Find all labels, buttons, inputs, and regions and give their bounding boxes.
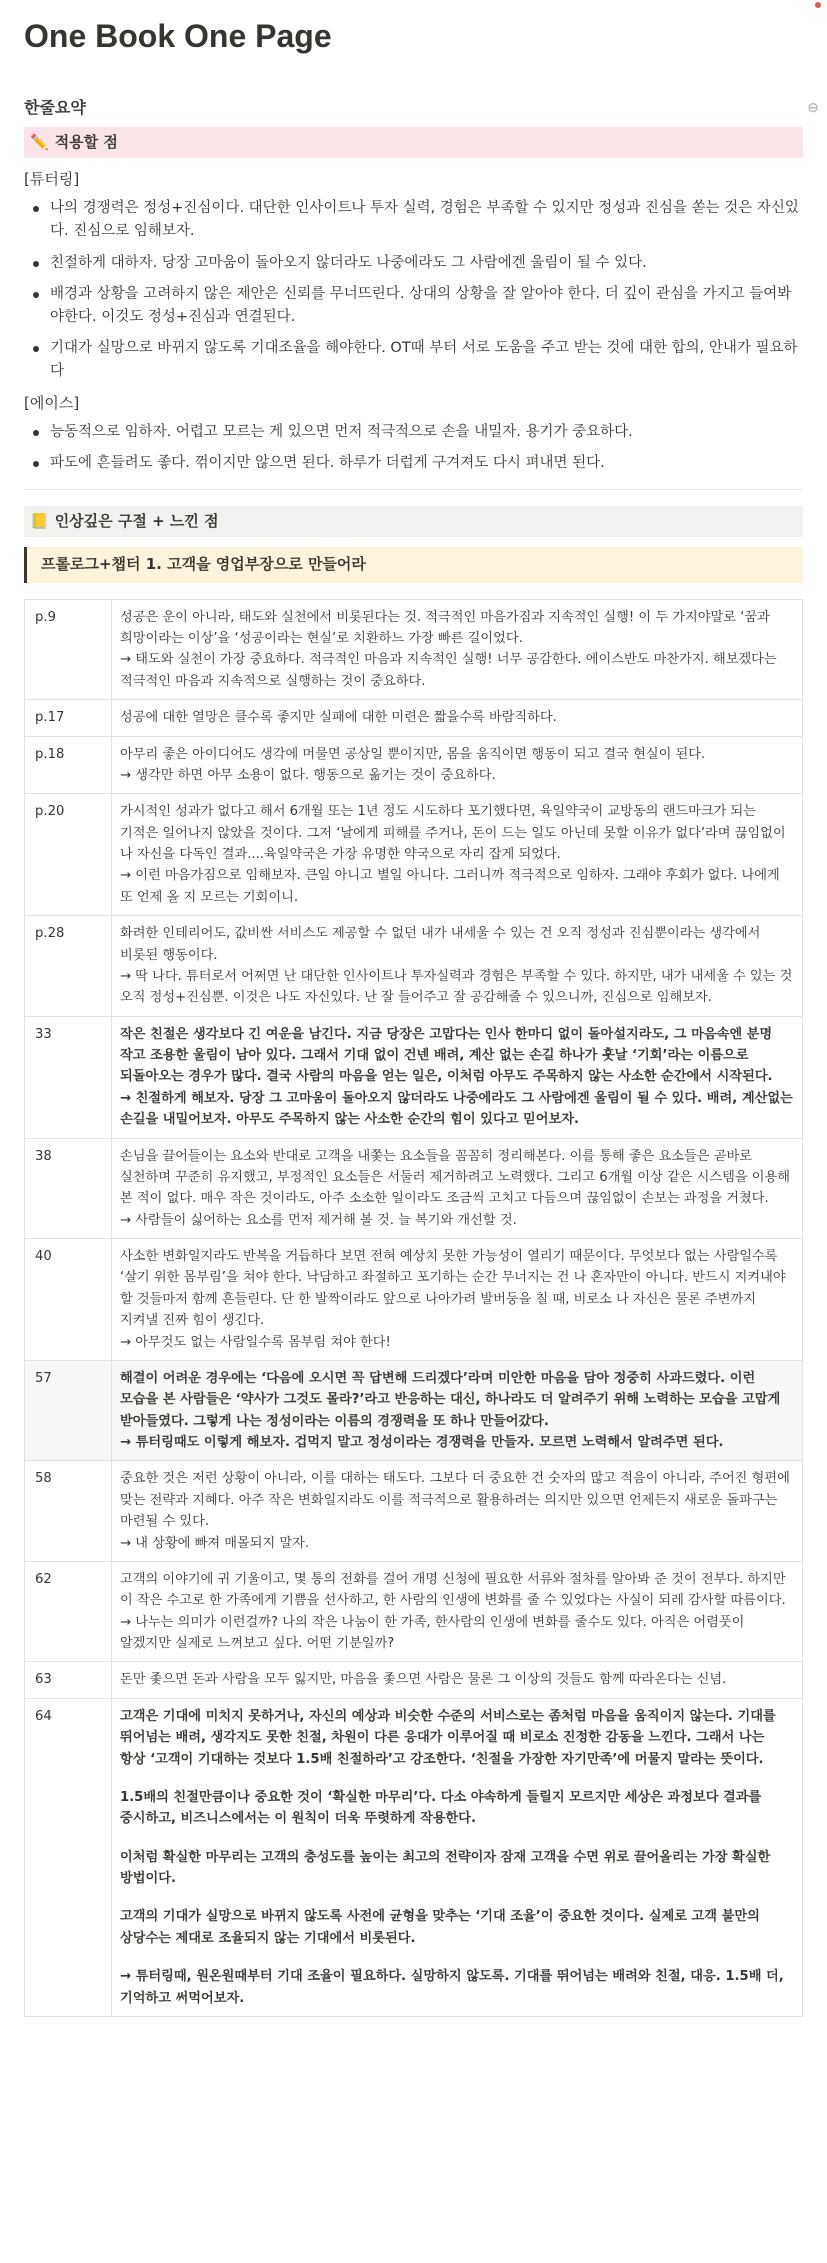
page-number-cell: 64 bbox=[25, 1698, 112, 2016]
page-number-cell: 40 bbox=[25, 1239, 112, 1361]
table-row bbox=[25, 1662, 803, 1698]
quote-cell bbox=[112, 599, 803, 700]
page-number-cell: p.17 bbox=[25, 700, 112, 736]
quote-paragraph: 고객의 이야기에 귀 기울이고, 몇 통의 전화를 걸어 개명 신청에 필요한 서류와 절차를 알아봐 준 것이 전부다. 하지만 이 작은 수고로 한 가족에게 기쁨을 선사하고, 한 사람의 인생에 변화를 줄 수 있었다는 사실이 되레 감사할 따름이다. → 나누는 의미가 이런걸까? 나의 작은 나눔이 한 가족, 한사람의 인생에 변화를 줄수도 있다. 아직은 어렴풋이 알겠지만 실제로 느껴보고 싶다. 어떤 기분일까? bbox=[120, 1571, 786, 1652]
page-number-cell: 57 bbox=[25, 1360, 112, 1461]
quote-paragraph: 성공에 대한 열망은 클수록 좋지만 실패에 대한 미련은 짧을수록 바람직하다. bbox=[120, 710, 557, 726]
quote-paragraph: → 튜터링때, 원온원때부터 기대 조율이 필요하다. 실망하지 않도록. 기대를 뛰어넘는 배려와 친절, 대응. 1.5배 더, 기억하고 써먹어보자. bbox=[120, 1969, 784, 2006]
quote-cell bbox=[112, 1461, 803, 1562]
quote-cell bbox=[112, 736, 803, 794]
list-item: 파도에 흔들려도 좋다. 꺾이지만 않으면 된다. 하루가 더럽게 구겨져도 다시 펴내면 된다. bbox=[24, 452, 803, 475]
quote-cell bbox=[112, 700, 803, 736]
list-item: 기대가 실망으로 바뀌지 않도록 기대조율을 해야한다. OT때 부터 서로 도움을 주고 받는 것에 대한 합의, 안내가 필요하다 bbox=[24, 337, 803, 383]
quote-paragraph: 아무리 좋은 아이디어도 생각에 머물면 공상일 뿐이지만, 몸을 움직이면 행동이 되고 결국 현실이 된다. → 생각만 하면 아무 소용이 없다. 행동으로 옮기는 것이 중요하다. bbox=[120, 746, 706, 783]
page-number-cell: p.9 bbox=[25, 599, 112, 700]
summary-heading bbox=[24, 96, 819, 121]
quote-paragraph: 화려한 인테리어도, 값비싼 서비스도 제공할 수 없던 내가 내세울 수 있는 건 오직 정성과 진심뿐이라는 생각에서 비롯된 행동이다. → 딱 나다. 튜터로서 어쩌면 난 대단한 인사이트나 투자실력과 경험은 부족할 수 있다. 하지만, 내가 내세울 수 있는 것 오직 정성+진심뿐. 이것은 나도 자신있다. 난 잘 들어주고 잘 공감해줄 수 있으니까, 진심으로 임해보자. bbox=[120, 926, 793, 1006]
quote-paragraph: 고객의 기대가 실망으로 바뀌지 않도록 사전에 균형을 맞추는 ‘기대 조율’이 중요한 것이다. 실제로 고객 불만의 상당수는 제대로 조율되지 않는 기대에서 비롯된다. bbox=[120, 1909, 760, 1946]
list-item: 배경과 상황을 고려하지 않은 제안은 신뢰를 무너뜨린다. 상대의 상황을 잘 알아야 한다. 더 깊이 관심을 가지고 들여봐야한다. 이것도 정성+진심과 연결된다. bbox=[24, 283, 803, 329]
quote-paragraph: 가시적인 성과가 없다고 해서 6개월 또는 1년 정도 시도하다 포기했다면, 육일약국이 교방동의 랜드마크가 되는 기적은 일어나지 않았을 것이다. 그저 ‘날에게 피해를 주거나, 돈이 드는 일도 아닌데 못할 이유가 없다’라며 끊임없이 나 자신을 다독인 결과....육일약국은 가장 유명한 약국으로 자리 잡게 되었다. → 이런 마음가짐으로 임해보자. 큰일 아니고 별일 아니다. 그러니까 적극적으로 임하자. 그래야 후회가 없다. 나에게 또 언제 올 지 모르는 기회이니. bbox=[120, 804, 786, 905]
quote-paragraph: 고객은 기대에 미치지 못하거나, 자신의 예상과 비슷한 수준의 서비스로는 좀처럼 마음을 움직이지 않는다. 기대를 뛰어넘는 배려, 생각지도 못한 친절, 차원이 다른 응대가 이루어질 때 비로소 진정한 감동을 느낀다. 그래서 나는 항상 ‘고객이 기대하는 것보다 1.5배 친절하라’고 강조한다. ‘친절을 가장한 자기만족’에 머물지 말라는 뜻이다. bbox=[120, 1708, 776, 1767]
notes-table bbox=[24, 599, 803, 2017]
apply-callout bbox=[24, 127, 803, 158]
table-row bbox=[25, 1461, 803, 1562]
quotes-callout bbox=[24, 506, 803, 537]
ace-list bbox=[24, 421, 803, 475]
quote-paragraph: 돈만 좇으면 돈과 사람을 모두 잃지만, 마음을 좇으면 사람은 물론 그 이상의 것들도 함께 따라온다는 신념. bbox=[120, 1672, 727, 1688]
page-number-cell: 58 bbox=[25, 1461, 112, 1562]
divider bbox=[24, 489, 803, 490]
quote-paragraph: 손님을 끌어들이는 요소와 반대로 고객을 내쫓는 요소들을 꼼꼼히 정리해본다. 이를 통해 좋은 요소들은 곧바로 실천하며 꾸준히 유지했고, 부정적인 요소들은 서둘러 제거하려고 노력했다. 그리고 6개월 이상 같은 시스템을 이용해 본 적이 없다. 매우 작은 것이라도, 아주 소소한 일이라도 조금씩 고치고 다듬으며 끊임없이 손보는 과정을 거쳤다. → 사람들이 싫어하는 요소를 먼저 제거해 볼 것. 늘 복기와 개선할 것. bbox=[120, 1148, 791, 1228]
table-row bbox=[25, 599, 803, 700]
quote-cell bbox=[112, 1138, 803, 1239]
quote-cell bbox=[112, 1360, 803, 1461]
table-row bbox=[25, 1698, 803, 2016]
quote-cell bbox=[112, 1698, 803, 2016]
notebook-icon: 📒 bbox=[30, 512, 49, 531]
table-row bbox=[25, 1138, 803, 1239]
page-number-cell: 38 bbox=[25, 1138, 112, 1239]
list-item: 능동적으로 임하자. 어렵고 모르는 게 있으면 먼저 적극적으로 손을 내밀자. 용기가 중요하다. bbox=[24, 421, 803, 444]
quote-cell bbox=[112, 1016, 803, 1138]
pencil-icon: ✏️ bbox=[30, 132, 49, 151]
table-row bbox=[25, 1016, 803, 1138]
table-row bbox=[25, 916, 803, 1017]
quote-cell bbox=[112, 794, 803, 916]
table-row bbox=[25, 1360, 803, 1461]
quote-cell bbox=[112, 1561, 803, 1662]
quote-cell bbox=[112, 916, 803, 1017]
table-row bbox=[25, 794, 803, 916]
quotes-callout-label: 인상깊은 구절 + 느낀 점 bbox=[54, 512, 219, 531]
page-number-cell: 62 bbox=[25, 1561, 112, 1662]
quote-paragraph: 성공은 운이 아니라, 태도와 실천에서 비롯된다는 것. 적극적인 마음가짐과 지속적인 실행! 이 두 가지야말로 ‘꿈과 희망이라는 이상’을 ‘성공이라는 현실’로 치환하느 가장 빠른 길이었다. → 태도와 실천이 가장 중요하다. 적극적인 마음과 지속적인 실행! 너무 공감한다. 에이스반도 마찬가지. 해보겠다는 적극적인 마음과 지속적으로 실행하는 것이 중요하다. bbox=[120, 609, 777, 689]
page-number-cell: p.18 bbox=[25, 736, 112, 794]
quote-paragraph: 해결이 어려운 경우에는 ‘다음에 오시면 꼭 답변해 드리겠다’라며 미안한 마음을 담아 정중히 사과드렸다. 이런 모습을 본 사람들은 ‘약사가 그것도 몰라?’라고 반응하는 대신, 하나라도 더 알려주기 위해 노력하는 모습을 고맙게 받아들였다. 그렇게 나는 정성이라는 이름의 경쟁력을 또 하나 만들어갔다. → 튜터링때도 이렇게 해보자. 겁먹지 말고 정성이라는 경쟁력을 만들자. 모르면 노력해서 알려주면 된다. bbox=[120, 1370, 781, 1451]
page-number-cell: p.20 bbox=[25, 794, 112, 916]
quote-paragraph: 이처럼 확실한 마무리는 고객의 충성도를 높이는 최고의 전략이자 잠재 고객을 수면 위로 끌어올리는 가장 확실한 방법이다. bbox=[120, 1849, 771, 1887]
quote-paragraph: 작은 친절은 생각보다 긴 여운을 남긴다. 지금 당장은 고맙다는 인사 한마디 없이 돌아설지라도, 그 마음속엔 분명 작고 조용한 울림이 남아 있다. 그래서 기대 없이 건넨 배려, 계산 없는 손길 하나가 훗날 ‘기회’라는 이름으로 되돌아오는 경우가 많다. 결국 사람의 마음을 얻는 일은, 이처럼 아무도 주목하지 않는 사소한 순간에서 시작된다. → 친절하게 해보자. 당장 그 고마움이 돌아오지 않더라도 나중에라도 그 사람에겐 울림이 될 수 있다. 배려, 계산없는 손길을 내밀어보자. 아무도 주목하지 않는 사소한 순간의 힘이 있다고 믿어보자. bbox=[120, 1026, 793, 1128]
list-item: 친절하게 대하자. 당장 고마움이 돌아오지 않더라도 나중에라도 그 사람에겐 울림이 될 수 있다. bbox=[24, 252, 803, 275]
summary-heading-text: 한줄요약 bbox=[24, 98, 86, 117]
tutoring-list bbox=[24, 197, 803, 383]
chapter-title: 프롤로그+챕터 1. 고객을 영업부장으로 만들어라 bbox=[24, 547, 803, 582]
table-row bbox=[25, 700, 803, 736]
top-edge bbox=[0, 0, 827, 3]
table-row bbox=[25, 1239, 803, 1361]
page-number-cell: 63 bbox=[25, 1662, 112, 1698]
quote-paragraph: 1.5배의 친절만큼이나 중요한 것이 ‘확실한 마무리’다. 다소 야속하게 들릴지 모르지만 세상은 과정보다 결과를 중시하고, 비즈니스에서는 이 원칙이 더욱 뚜렷하게 작용한다. bbox=[120, 1789, 762, 1827]
quote-paragraph: 사소한 변화일지라도 반복을 거듭하다 보면 전혀 예상치 못한 가능성이 열리기 때문이다. 무엇보다 없는 사람일수록 ‘살기 위한 몸부림’을 쳐야 한다. 낙담하고 좌절하고 포기하는 순간 무너지는 건 나 혼자만이 아니다. 반드시 지켜내야 할 것들마저 함께 흔들린다. 단 한 발짝이라도 앞으로 나아가려 발버둥을 칠 때, 비로소 나 자신은 물론 주변까지 지켜낼 진짜 힘이 생긴다. → 아무것도 없는 사람일수록 몸부림 쳐야 한다! bbox=[120, 1249, 786, 1350]
notes-table-body bbox=[25, 599, 803, 2016]
notification-dot-icon bbox=[815, 2, 821, 8]
page-number-cell: 33 bbox=[25, 1016, 112, 1138]
quote-paragraph: 중요한 것은 저런 상황이 아니라, 이를 대하는 태도다. 그보다 더 중요한 건 숫자의 많고 적음이 아니라, 주어진 형편에 맞는 전략과 지혜다. 아주 작은 변화일지라도 이를 적극적으로 활용하려는 의지만 있으면 언제든지 새로운 돌파구는 마련될 수 있다. → 내 상황에 빠져 매몰되지 말자. bbox=[120, 1471, 790, 1551]
page-title: One Book One Page bbox=[24, 18, 332, 54]
table-row bbox=[25, 736, 803, 794]
comment-icon[interactable]: ⊖ bbox=[807, 99, 819, 116]
list-item: 나의 경쟁력은 정성+진심이다. 대단한 인사이트나 투자 실력, 경험은 부족할 수 있지만 정성과 진심을 쏟는 것은 자신있다. 진심으로 임해보자. bbox=[24, 197, 803, 243]
tutoring-label: [튜터링] bbox=[24, 170, 80, 189]
apply-callout-label: 적용할 점 bbox=[54, 132, 118, 151]
quote-cell bbox=[112, 1239, 803, 1361]
page-number-cell: p.28 bbox=[25, 916, 112, 1017]
ace-label: [에이스] bbox=[24, 393, 80, 412]
quote-cell bbox=[112, 1662, 803, 1698]
table-row bbox=[25, 1561, 803, 1662]
